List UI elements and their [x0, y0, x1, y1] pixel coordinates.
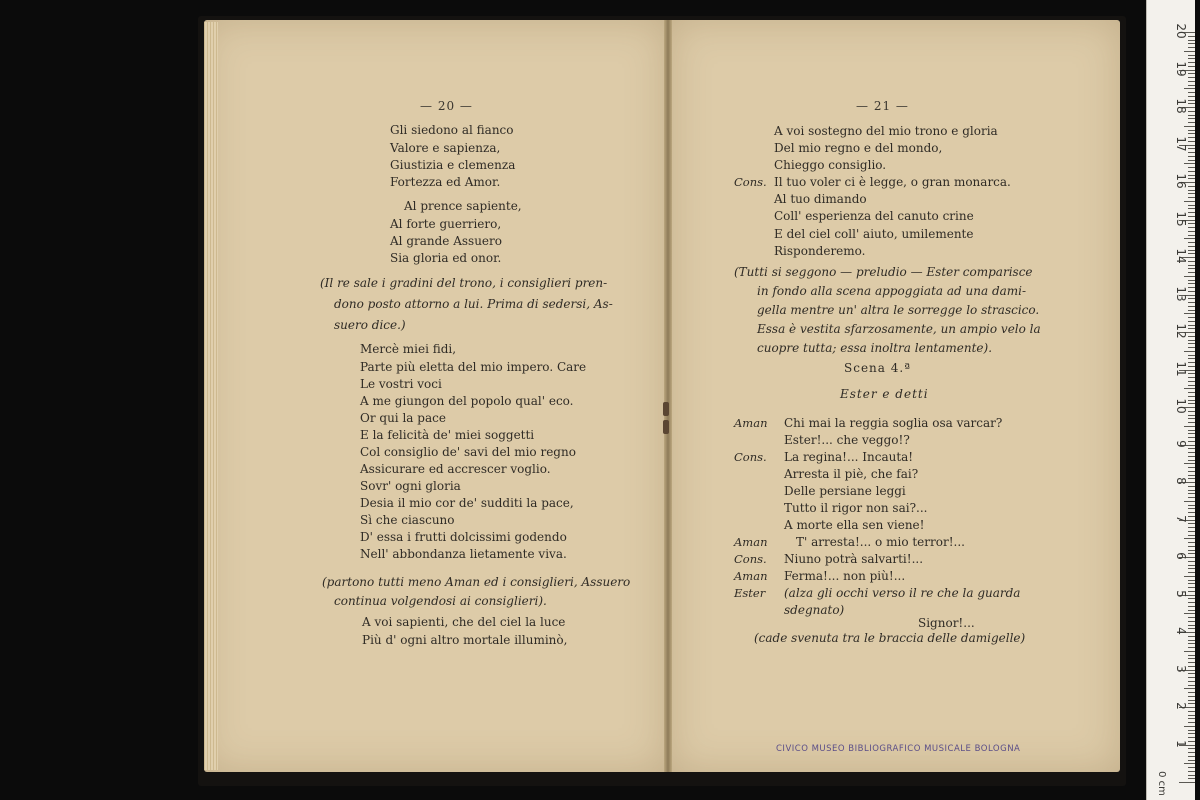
ruler-tick	[1188, 636, 1195, 637]
ruler-tick	[1188, 778, 1195, 779]
verse-line: Ferma!... non più!...	[784, 569, 906, 583]
ruler-tick	[1188, 460, 1195, 461]
ruler-tick	[1188, 692, 1195, 693]
ruler-tick	[1188, 512, 1195, 513]
scene-characters: Ester e detti	[840, 387, 929, 401]
scene-heading: Scena 4.ª	[844, 361, 911, 375]
ruler-tick	[1188, 250, 1195, 251]
ruler-number: 11	[1174, 360, 1188, 377]
ruler-tick	[1188, 550, 1195, 551]
verse-line: Il tuo voler ci è legge, o gran monarca.	[774, 175, 1011, 189]
ruler-tick	[1188, 430, 1195, 431]
ruler-tick	[1184, 613, 1195, 614]
ruler-tick	[1188, 235, 1195, 236]
ruler-tick	[1184, 238, 1195, 239]
ruler-tick	[1188, 437, 1195, 438]
verse-line: Coll' esperienza del canuto crine	[774, 209, 974, 223]
ruler-tick	[1188, 580, 1195, 581]
ruler-tick	[1188, 358, 1195, 359]
verse-line: Gli siedono al fianco	[390, 123, 514, 137]
ruler-tick	[1188, 700, 1195, 701]
ruler-tick	[1188, 208, 1195, 209]
ruler-tick	[1188, 148, 1195, 149]
ruler-tick	[1184, 688, 1195, 689]
ruler-tick	[1188, 171, 1195, 172]
ruler-tick	[1188, 493, 1195, 494]
ruler-number: 17	[1174, 135, 1188, 152]
verse-line: La regina!... Incauta!	[784, 450, 914, 464]
ruler-tick	[1188, 186, 1195, 187]
ruler-tick	[1188, 223, 1195, 224]
verse-line: Arresta il piè, che fai?	[784, 467, 919, 481]
ruler-tick	[1188, 643, 1195, 644]
stage-line: suero dice.)	[334, 318, 406, 332]
ruler-tick	[1188, 733, 1195, 734]
ruler-tick	[1188, 767, 1195, 768]
speaker-label: Cons.	[734, 552, 767, 566]
stage-line: (alza gli occhi verso il re che la guarda	[784, 586, 1021, 600]
ruler-tick	[1188, 572, 1195, 573]
ruler-tick	[1188, 610, 1195, 611]
scale-ruler	[1146, 0, 1195, 800]
ruler-tick	[1188, 392, 1195, 393]
verse-line: Parte più eletta del mio impero. Care	[360, 360, 587, 374]
ruler-tick	[1188, 535, 1195, 536]
verse-line: A me giungon del popolo qual' eco.	[360, 394, 574, 408]
ruler-tick	[1188, 336, 1195, 337]
ruler-tick	[1188, 77, 1195, 78]
ruler-number: 14	[1174, 248, 1188, 264]
verse-line: Niuno potrà salvarti!...	[784, 552, 924, 566]
ruler-tick	[1188, 666, 1195, 667]
verse-line: Assicurare ed accrescer voglio.	[360, 462, 551, 476]
speaker-label: Aman	[734, 416, 768, 430]
ruler-tick	[1188, 253, 1195, 254]
speaker-label: Aman	[734, 535, 768, 549]
ruler-tick	[1188, 587, 1195, 588]
verse-line: Fortezza ed Amor.	[390, 175, 501, 189]
ruler-tick	[1188, 268, 1195, 269]
ruler-number: 5	[1174, 589, 1188, 598]
verse-line: Giustizia e clemenza	[390, 158, 516, 172]
ruler-tick	[1188, 422, 1195, 423]
ruler-tick	[1188, 703, 1195, 704]
ruler-tick	[1179, 782, 1195, 783]
ruler-tick	[1188, 212, 1195, 213]
speaker-label: Aman	[734, 569, 768, 583]
ruler-tick	[1184, 463, 1195, 464]
ruler-tick	[1188, 583, 1195, 584]
ruler-tick	[1188, 411, 1195, 412]
verse-line: Chieggo consiglio.	[774, 158, 887, 172]
ruler-tick	[1188, 115, 1195, 116]
verse-line: A voi sapienti, che del ciel la luce	[362, 615, 566, 629]
staple-bottom	[663, 420, 669, 434]
verse-line: Al prence sapiente,	[404, 199, 522, 213]
ruler-tick	[1188, 606, 1195, 607]
ruler-tick	[1188, 718, 1195, 719]
ruler-tick	[1188, 205, 1195, 206]
ruler-tick	[1188, 546, 1195, 547]
ruler-tick	[1184, 576, 1195, 577]
ruler-tick	[1188, 242, 1195, 243]
ruler-tick	[1188, 415, 1195, 416]
ruler-tick	[1188, 62, 1195, 63]
ruler-tick	[1188, 722, 1195, 723]
ruler-tick	[1188, 553, 1195, 554]
ruler-tick	[1188, 400, 1195, 401]
ruler-number: 19	[1174, 60, 1188, 77]
ruler-tick	[1188, 130, 1195, 131]
verse-line: Risponderemo.	[774, 244, 866, 258]
ruler-tick	[1188, 118, 1195, 119]
ruler-tick	[1188, 122, 1195, 123]
verse-line: A morte ella sen viene!	[784, 518, 925, 532]
verse-line: Più d' ogni altro mortale illuminò,	[362, 633, 568, 647]
ruler-tick	[1188, 302, 1195, 303]
verse-line: A voi sostegno del mio trono e gloria	[774, 124, 998, 138]
ruler-tick	[1188, 760, 1195, 761]
ruler-tick	[1188, 321, 1195, 322]
verse-line: Nell' abbondanza lietamente viva.	[360, 547, 567, 561]
ruler-tick	[1188, 696, 1195, 697]
verse-line: Le vostri voci	[360, 377, 442, 391]
ruler-tick	[1188, 156, 1195, 157]
ruler-tick	[1188, 137, 1195, 138]
ruler-tick	[1188, 715, 1195, 716]
ruler-tick	[1188, 756, 1195, 757]
ruler-tick	[1188, 58, 1195, 59]
ruler-tick	[1188, 385, 1195, 386]
ruler-tick	[1188, 355, 1195, 356]
verse-line: D' essa i frutti dolcissimi godendo	[360, 530, 567, 544]
ruler-tick	[1188, 441, 1195, 442]
ruler-tick	[1188, 497, 1195, 498]
ruler-tick	[1188, 647, 1195, 648]
ruler-tick	[1188, 40, 1195, 41]
ruler-tick	[1188, 133, 1195, 134]
ruler-tick	[1188, 92, 1195, 93]
ruler-tick	[1188, 152, 1195, 153]
ruler-tick	[1188, 272, 1195, 273]
ruler-number: 9	[1174, 439, 1188, 448]
ruler-tick	[1188, 96, 1195, 97]
speaker-label: Cons.	[734, 175, 767, 189]
verse-line: Mercè miei fidi,	[360, 342, 457, 356]
stage-line: in fondo alla scena appoggiata ad una dami-	[757, 284, 1027, 298]
ruler-tick	[1188, 591, 1195, 592]
ruler-tick	[1188, 568, 1195, 569]
stage-line: sdegnato)	[784, 603, 845, 617]
ruler-tick	[1188, 55, 1195, 56]
verse-line: Al grande Assuero	[390, 234, 502, 248]
ruler-tick	[1188, 381, 1195, 382]
ruler-tick	[1188, 340, 1195, 341]
verse-line: Delle persiane leggi	[784, 484, 906, 498]
ruler-tick	[1184, 726, 1195, 727]
page-edges	[204, 22, 218, 770]
verse-line: Chi mai la reggia soglia osa varcar?	[784, 416, 1003, 430]
ruler-tick	[1188, 452, 1195, 453]
ruler-tick	[1188, 478, 1195, 479]
ruler-tick	[1188, 602, 1195, 603]
ruler-tick	[1188, 662, 1195, 663]
ruler-tick	[1188, 677, 1195, 678]
ruler-tick	[1188, 625, 1195, 626]
ruler-tick	[1188, 216, 1195, 217]
ruler-tick	[1188, 265, 1195, 266]
ruler-tick	[1188, 508, 1195, 509]
ruler-tick	[1188, 490, 1195, 491]
ruler-tick	[1188, 141, 1195, 142]
stage-line: (partono tutti meno Aman ed i consiglieri, Assuero	[322, 575, 631, 589]
ruler-tick	[1188, 456, 1195, 457]
ruler-tick	[1188, 621, 1195, 622]
ruler-tick	[1184, 276, 1195, 277]
speaker-label: Ester	[734, 586, 766, 600]
ruler-tick	[1188, 175, 1195, 176]
ruler-tick	[1188, 771, 1195, 772]
ruler-tick	[1184, 201, 1195, 202]
ruler-tick	[1184, 51, 1195, 52]
ruler-tick	[1188, 167, 1195, 168]
ruler-number: 12	[1174, 323, 1188, 339]
ruler-tick	[1188, 73, 1195, 74]
ruler-tick	[1188, 298, 1195, 299]
ruler-tick	[1188, 516, 1195, 517]
ruler-tick	[1188, 448, 1195, 449]
ruler-tick	[1188, 291, 1195, 292]
ruler-number: 1	[1174, 739, 1188, 748]
ruler-number: 20	[1174, 23, 1188, 39]
ruler-tick	[1188, 467, 1195, 468]
ruler-tick	[1188, 310, 1195, 311]
verse-line-signor: Signor!...	[918, 616, 975, 630]
ruler-tick	[1188, 617, 1195, 618]
ruler-number: 16	[1174, 173, 1188, 189]
ruler-tick	[1184, 388, 1195, 389]
ruler-tick	[1188, 396, 1195, 397]
ruler-tick	[1188, 227, 1195, 228]
ruler-tick	[1188, 283, 1195, 284]
verse-line: Al forte guerriero,	[390, 217, 502, 231]
ruler-tick	[1188, 103, 1195, 104]
stage-line: continua volgendosi ai consiglieri).	[334, 594, 547, 608]
page-number-right: — 21 —	[856, 99, 909, 113]
ruler-number: 2	[1174, 702, 1188, 710]
verse-line: E la felicità de' miei soggetti	[360, 428, 535, 442]
ruler-tick	[1184, 88, 1195, 89]
ruler-tick	[1188, 475, 1195, 476]
ruler-tick	[1188, 598, 1195, 599]
staple-top	[663, 402, 669, 416]
ruler-tick	[1188, 193, 1195, 194]
stage-direction-4: (cade svenuta tra le braccia delle damigelle)	[754, 631, 1026, 645]
ruler-tick	[1188, 561, 1195, 562]
verse-line: Col consiglio de' savi del mio regno	[360, 445, 576, 459]
ruler-tick	[1188, 775, 1195, 776]
ruler-tick	[1188, 640, 1195, 641]
ruler-tick	[1188, 737, 1195, 738]
ruler-tick	[1188, 111, 1195, 112]
ruler-tick	[1188, 748, 1195, 749]
ruler-tick	[1188, 160, 1195, 161]
ruler-tick	[1188, 685, 1195, 686]
ruler-tick	[1188, 655, 1195, 656]
stage-line: Essa è vestita sfarzosamente, un ampio velo la	[757, 322, 1041, 336]
verse-line: Or qui la pace	[360, 411, 446, 425]
ruler-tick	[1188, 197, 1195, 198]
ruler-tick	[1188, 741, 1195, 742]
verse-line: Sovr' ogni gloria	[360, 479, 461, 493]
ruler-tick	[1188, 523, 1195, 524]
stage-line: (Tutti si seggono — preludio — Ester comparisce	[734, 265, 1033, 279]
ruler-tick	[1188, 531, 1195, 532]
speaker-label: Cons.	[734, 450, 767, 464]
ruler-tick	[1188, 471, 1195, 472]
ruler-tick	[1188, 325, 1195, 326]
ruler-tick	[1188, 190, 1195, 191]
ruler-number: 15	[1174, 210, 1188, 227]
verse-line: Desia il mio cor de' sudditi la pace,	[360, 496, 574, 510]
ruler-tick	[1188, 373, 1195, 374]
ruler-tick	[1188, 100, 1195, 101]
verse-line: Tutto il rigor non sai?...	[784, 501, 928, 515]
ruler-tick	[1188, 711, 1195, 712]
ruler-unit-label: 0 cm	[1155, 771, 1167, 796]
ruler-tick	[1188, 433, 1195, 434]
ruler-tick	[1184, 651, 1195, 652]
ruler-tick	[1188, 418, 1195, 419]
verse-line: Ester!... che veggo!?	[784, 433, 910, 447]
ruler-tick	[1188, 527, 1195, 528]
ruler-tick	[1188, 681, 1195, 682]
ruler-tick	[1188, 366, 1195, 367]
ruler-tick	[1188, 486, 1195, 487]
ruler-tick	[1188, 730, 1195, 731]
verse-line: Del mio regno e del mondo,	[774, 141, 943, 155]
stage-line: cuopre tutta; essa inoltra lentamente).	[757, 341, 993, 355]
verse-line: Valore e sapienza,	[390, 141, 501, 155]
verse-line: T' arresta!... o mio terror!...	[796, 535, 965, 549]
ruler-tick	[1188, 287, 1195, 288]
ruler-tick	[1188, 231, 1195, 232]
ruler-tick	[1188, 343, 1195, 344]
ruler-number: 4	[1174, 627, 1188, 635]
stage-line: (Il re sale i gradini del trono, i consiglieri pren-	[320, 276, 608, 290]
verse-line: Al tuo dimando	[774, 192, 867, 206]
ruler-number: 8	[1174, 477, 1188, 485]
ruler-tick	[1188, 306, 1195, 307]
ruler-number: 10	[1174, 398, 1188, 414]
ruler-tick	[1188, 403, 1195, 404]
ruler-tick	[1184, 163, 1195, 164]
ruler-tick	[1188, 261, 1195, 262]
book-gutter	[664, 20, 672, 772]
ruler-tick	[1188, 246, 1195, 247]
ruler-tick	[1184, 538, 1195, 539]
ruler-tick	[1188, 658, 1195, 659]
verse-line: Sì che ciascuno	[360, 513, 455, 527]
ruler-tick	[1188, 85, 1195, 86]
stage-line: gella mentre un' altra le sorregge lo strascico.	[757, 303, 1040, 317]
verse-line: E del ciel coll' aiuto, umilemente	[774, 227, 974, 241]
ruler-tick	[1188, 628, 1195, 629]
ruler-tick	[1188, 43, 1195, 44]
ruler-tick	[1188, 505, 1195, 506]
ruler-tick	[1188, 66, 1195, 67]
ruler-tick	[1184, 763, 1195, 764]
ruler-tick	[1184, 501, 1195, 502]
ruler-number: 18	[1174, 98, 1188, 114]
ruler-tick	[1184, 351, 1195, 352]
ruler-tick	[1188, 47, 1195, 48]
ruler-tick	[1188, 673, 1195, 674]
ruler-tick	[1188, 362, 1195, 363]
ruler-tick	[1188, 328, 1195, 329]
ruler-tick	[1188, 377, 1195, 378]
ruler-tick	[1188, 317, 1195, 318]
ruler-tick	[1188, 565, 1195, 566]
ruler-tick	[1188, 347, 1195, 348]
ruler-number: 7	[1174, 514, 1188, 523]
page-number-left: — 20 —	[420, 99, 473, 113]
verse-line: Sia gloria ed onor.	[390, 251, 502, 265]
ruler-tick	[1188, 542, 1195, 543]
stage-line: dono posto attorno a lui. Prima di sedersi, As-	[334, 297, 613, 311]
ruler-tick	[1188, 81, 1195, 82]
ruler-tick	[1188, 280, 1195, 281]
ruler-tick	[1188, 178, 1195, 179]
ruler-number: 6	[1174, 552, 1188, 560]
ruler-tick	[1184, 426, 1195, 427]
ruler-tick	[1188, 36, 1195, 37]
ruler-tick	[1184, 313, 1195, 314]
ruler-tick	[1184, 126, 1195, 127]
ruler-number: 13	[1174, 285, 1188, 302]
ruler-number: 3	[1174, 664, 1188, 673]
ruler-tick	[1188, 752, 1195, 753]
museum-stamp: CIVICO MUSEO BIBLIOGRAFICO MUSICALE BOLOGNA	[776, 744, 1021, 754]
